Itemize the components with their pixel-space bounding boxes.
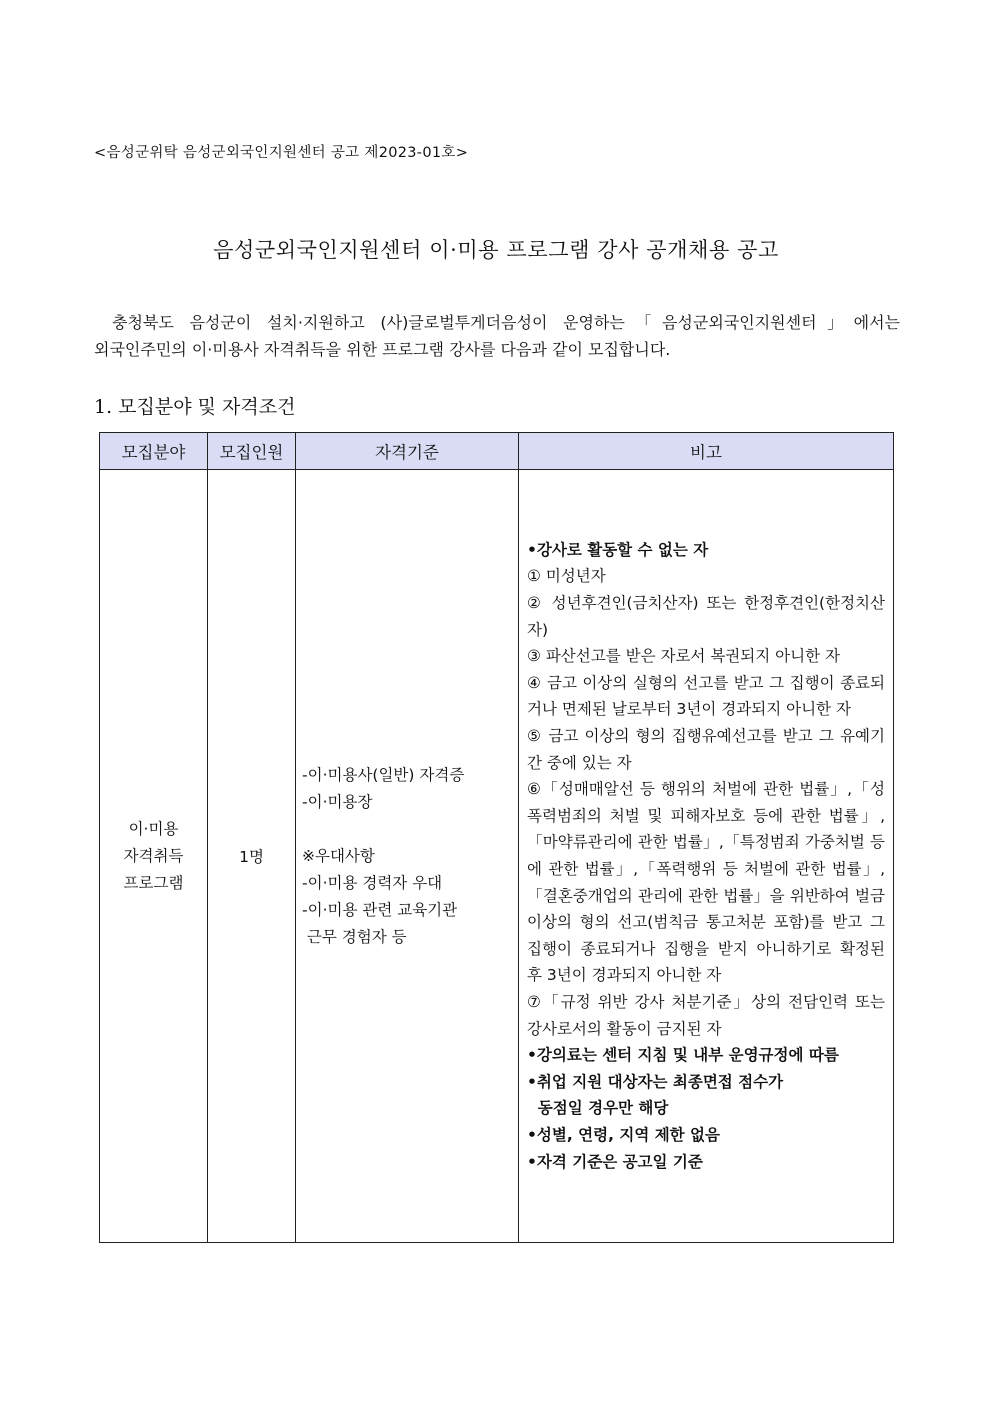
criteria-item: -이·미용장 [302,792,373,811]
field-line: 자격취득 [123,846,184,865]
disqualified-item: ⑥「성매매알선 등 행위의 처벌에 관한 법률」,「성폭력범죄의 처벌 및 피해자보호 등에 관한 법률」,「마약류관리에 관한 법률」,「특정범죄 가중처벌 등에 관한 법률」,「폭력행위 등 처벌에 관한 법률」,「결혼중개업의 관리에 관한 법률」을 위반하여 벌금 이상의 형의 선고(범칙금 통고처분 포함)를 받고 그 집행이 종료되거나 집행을 받지 아니하기로 확정된 후 3년이 경과되지 아니한 자 [527,780,885,985]
count-cell: 1명 [208,470,296,1243]
table-header-row [100,433,894,470]
note-bullet: •취업 지원 대상자는 최종면접 점수가 [527,1072,784,1091]
page-title: 음성군외국인지원센터 이·미용 프로그램 강사 공개채용 공고 [213,238,779,262]
field-line: 프로그램 [123,873,184,892]
note-bullet: •성별, 연령, 지역 제한 없음 [527,1125,720,1144]
disqualified-item: ③ 파산선고를 받은 자로서 복권되지 아니한 자 [527,647,840,666]
note-bullet: 동점일 경우만 해당 [527,1099,669,1118]
disqualified-item: ④ 금고 이상의 실형의 선고를 받고 그 집행이 종료되거나 면제된 날로부터 3년이 경과되지 아니한 자 [527,673,885,719]
disqualified-heading: •강사로 활동할 수 없는 자 [527,540,709,559]
criteria-item: 근무 경험자 등 [302,927,407,946]
header-count: 모집인원 [208,433,296,470]
criteria-item: -이·미용사(일반) 자격증 [302,765,465,784]
intro-line-1: 충청북도 음성군이 설치·지원하고 (사)글로벌투게더음성이 운영하는「음성군외국인지원센터」에서는 [112,313,900,332]
criteria-cell [296,470,519,1243]
note-bullet: •강의료는 센터 지침 및 내부 운영규정에 따름 [527,1046,839,1065]
header-notes: 비고 [519,433,894,470]
notice-number: <음성군위탁 음성군외국인지원센터 공고 제2023-01호> [94,145,469,161]
header-criteria: 자격기준 [296,433,519,470]
header-field: 모집분야 [100,433,208,470]
preference-heading: ※우대사항 [302,846,375,865]
recruitment-table [99,432,894,1243]
field-line: 이·미용 [128,819,179,838]
disqualified-item: ⑤ 금고 이상의 형의 집행유예선고를 받고 그 유예기간 중에 있는 자 [527,727,885,772]
note-bullet: •자격 기준은 공고일 기준 [527,1152,703,1171]
disqualified-item: ① 미성년자 [527,567,606,586]
notes-cell [519,470,894,1243]
criteria-item: -이·미용 경력자 우대 [302,873,443,892]
intro-line-2: 외국인주민의 이·미용사 자격취득을 위한 프로그램 강사를 다음과 같이 모집합니다. [94,340,671,359]
criteria-item: -이·미용 관련 교육기관 [302,900,458,919]
disqualified-item: ⑦「규정 위반 강사 처분기준」상의 전담인력 또는 강사로서의 활동이 금지된 자 [527,992,885,1038]
disqualified-item: ② 성년후견인(금치산자) 또는 한정후견인(한정치산자) [527,594,885,639]
intro-paragraph [94,309,900,363]
section-heading: 1. 모집분야 및 자격조건 [94,396,296,418]
field-cell [100,470,208,1243]
table-row [100,470,894,1243]
